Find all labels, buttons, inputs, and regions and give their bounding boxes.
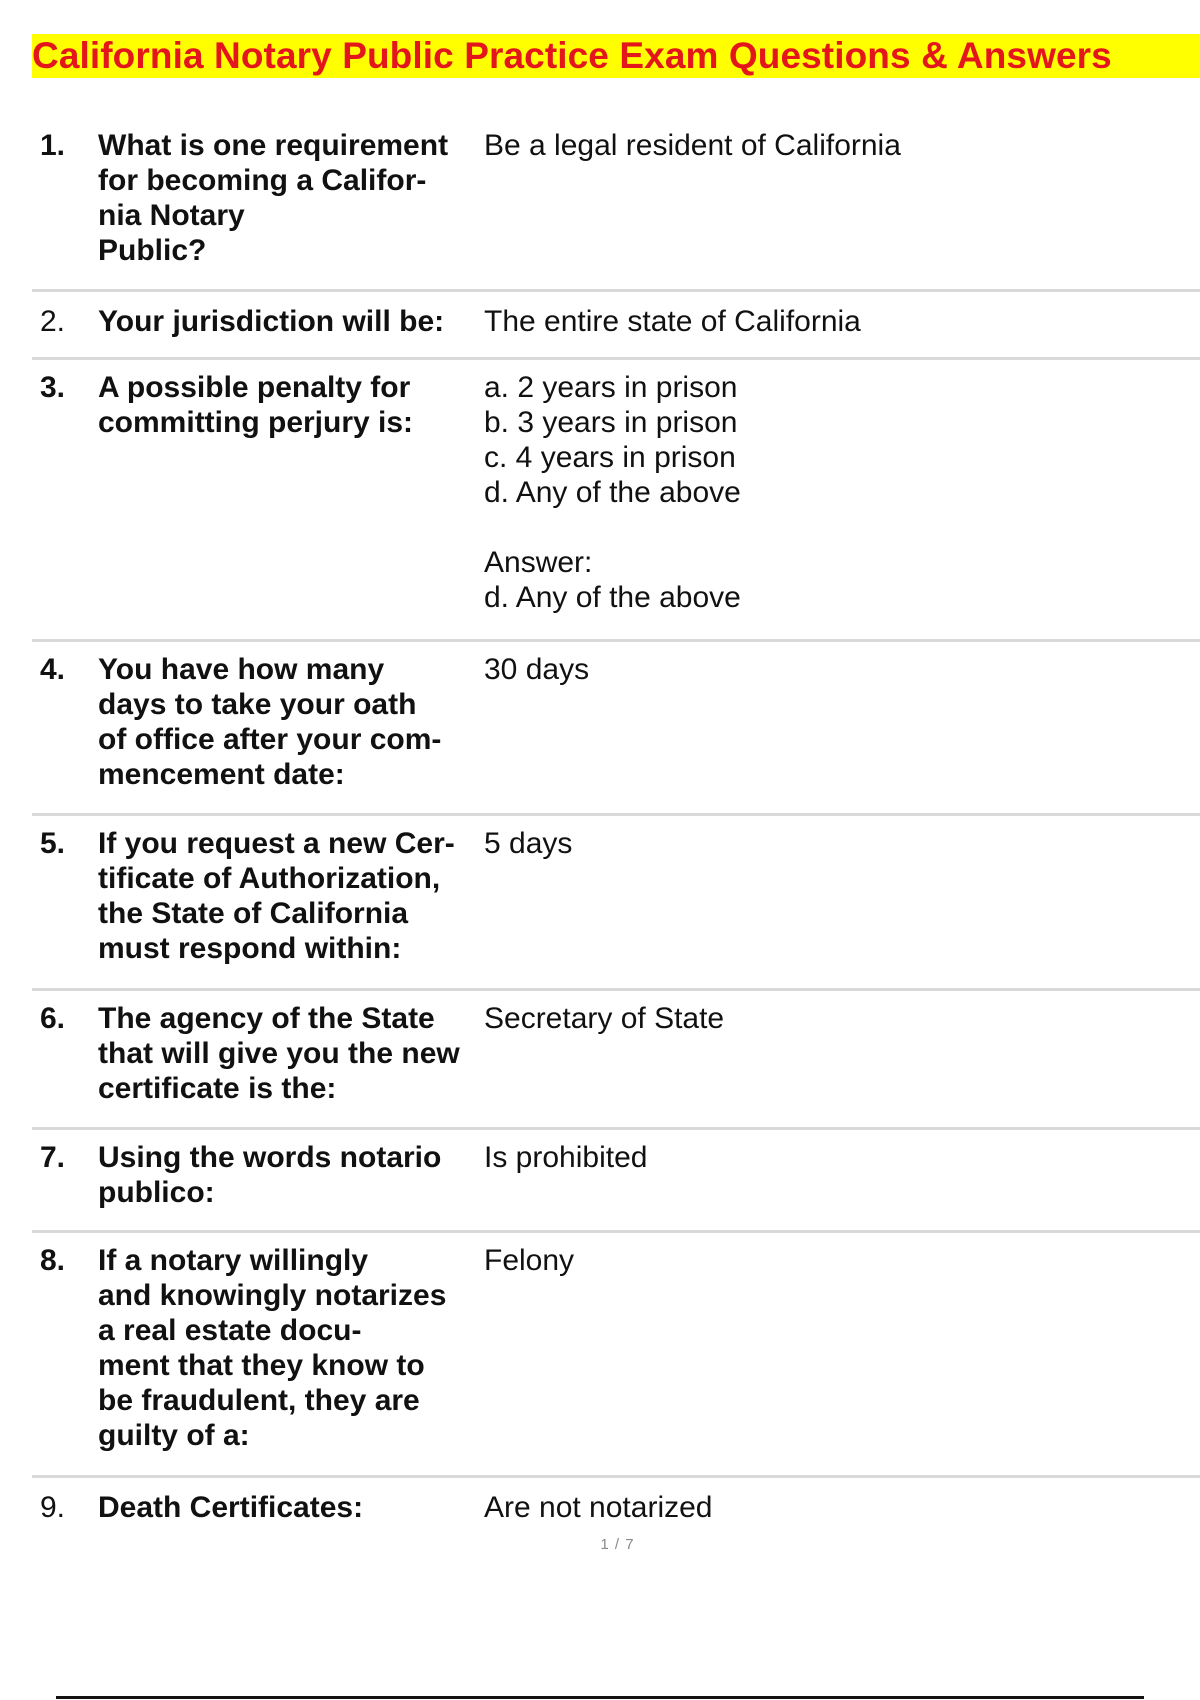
footer-divider xyxy=(56,1696,1144,1699)
question-number: 2. xyxy=(40,305,66,338)
question-number: 1. xyxy=(40,129,66,162)
answer-text: 30 days xyxy=(484,653,590,686)
question-number: 6. xyxy=(40,1002,66,1035)
answer-text: Are not notarized xyxy=(484,1491,713,1524)
question-text: If you request a new Cer- tificate of Authorization, the State of California must respond within: xyxy=(98,827,455,965)
answer-text: 5 days xyxy=(484,827,573,860)
answer-text: Felony xyxy=(484,1244,575,1277)
question-number: 8. xyxy=(40,1244,66,1277)
title-highlight xyxy=(32,34,1200,78)
answer-text: The entire state of California xyxy=(484,305,861,338)
question-text: If a notary willingly and knowingly notarizes a real estate docu- ment that they know to be fraudulent, they are guilty of a: xyxy=(98,1244,447,1452)
question-text: You have how many days to take your oath of office after your com- mencement date: xyxy=(98,653,442,791)
answer-text: Is prohibited xyxy=(484,1141,648,1174)
answer-text: a. 2 years in prison b. 3 years in prison c. 4 years in prison d. Any of the above Answer: d. Any of the above xyxy=(484,371,741,614)
qa-row-5 xyxy=(32,816,1200,991)
question-number: 5. xyxy=(40,827,66,860)
question-text: The agency of the State that will give you the new certificate is the: xyxy=(98,1002,460,1105)
document-title: California Notary Public Practice Exam Questions & Answers xyxy=(32,35,1112,76)
question-number: 3. xyxy=(40,371,66,404)
answer-text: Be a legal resident of California xyxy=(484,129,901,162)
question-text: Using the words notario publico: xyxy=(98,1141,442,1209)
qa-table xyxy=(32,118,1200,1538)
qa-row-2 xyxy=(32,292,1200,360)
qa-row-8 xyxy=(32,1233,1200,1478)
question-number: 4. xyxy=(40,653,66,686)
qa-row-6 xyxy=(32,991,1200,1130)
question-text: A possible penalty for committing perjury is: xyxy=(98,371,414,439)
qa-row-1 xyxy=(32,118,1200,292)
question-number: 9. xyxy=(40,1491,66,1524)
answer-text: Secretary of State xyxy=(484,1002,725,1035)
question-text: Your jurisdiction will be: xyxy=(98,305,445,338)
page-indicator: 1 / 7 xyxy=(600,1536,635,1553)
qa-row-3 xyxy=(32,360,1200,642)
qa-row-7 xyxy=(32,1130,1200,1233)
qa-row-4 xyxy=(32,642,1200,816)
question-text: What is one requirement for becoming a Califor- nia Notary Public? xyxy=(98,129,449,267)
qa-row-9 xyxy=(32,1478,1200,1538)
question-number: 7. xyxy=(40,1141,66,1174)
question-text: Death Certificates: xyxy=(98,1491,364,1524)
